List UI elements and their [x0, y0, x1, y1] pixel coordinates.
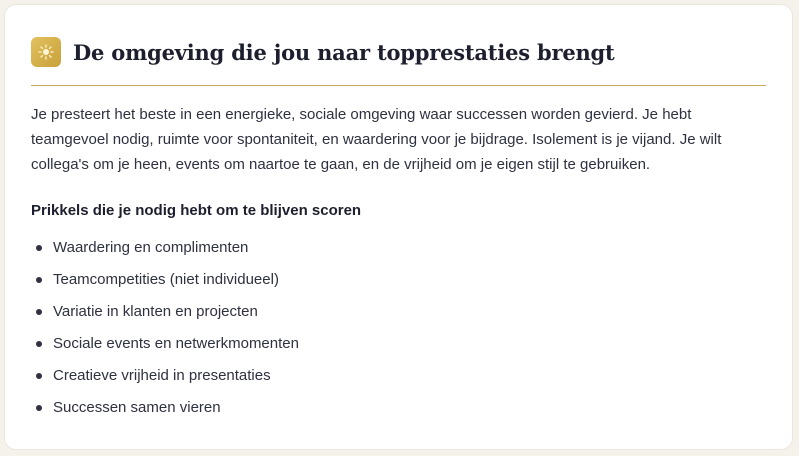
list-item-label: Successen samen vieren — [53, 399, 221, 416]
section-subheading: Prikkels die je nodig hebt om te blijven scoren — [31, 202, 362, 219]
bullet-icon — [36, 309, 42, 315]
list-item — [31, 299, 299, 331]
card-title: De omgeving die jou naar topprestaties brengt — [73, 39, 615, 65]
list-item-label: Teamcompetities (niet individueel) — [53, 271, 279, 288]
card-header — [31, 37, 615, 67]
list-item — [31, 395, 299, 427]
bullet-icon — [36, 245, 42, 251]
list-item-label: Creatieve vrijheid in presentaties — [53, 367, 271, 384]
list-item — [31, 267, 299, 299]
list-item-label: Sociale events en netwerkmomenten — [53, 335, 299, 352]
environment-card — [4, 4, 793, 450]
list-item-label: Variatie in klanten en projecten — [53, 303, 258, 320]
intro-paragraph: Je presteert het beste in een energieke, sociale omgeving waar successen worden gevierd. Je hebt teamgevoel nodig, ruimte voor spontaniteit, en waardering voor je bijdrage. Isolement is je vijand. Je wilt collega's om je heen, events om naartoe te gaan, en de vrijheid om je eigen stijl te gebruiken. — [31, 106, 722, 173]
list-item — [31, 363, 299, 395]
bullet-icon — [36, 405, 42, 411]
bullet-icon — [36, 373, 42, 379]
bullet-icon — [36, 277, 42, 283]
needs-list — [31, 235, 299, 427]
divider — [31, 85, 766, 86]
sun-icon — [31, 37, 61, 67]
list-item-label: Waardering en complimenten — [53, 239, 249, 256]
bullet-icon — [36, 341, 42, 347]
list-item — [31, 331, 299, 363]
list-item — [31, 235, 299, 267]
